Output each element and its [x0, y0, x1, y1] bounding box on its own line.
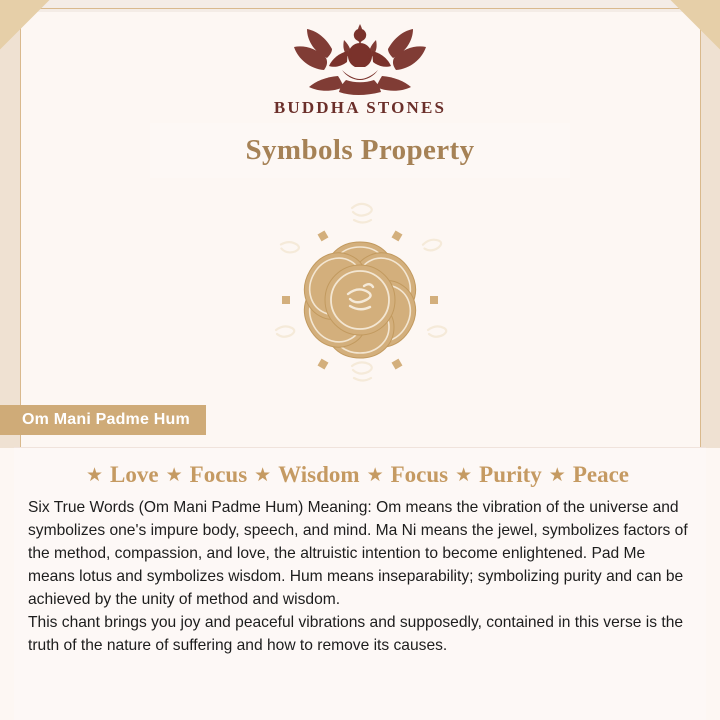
page-title [150, 123, 570, 178]
keyword-item: Love [110, 462, 159, 487]
description-panel [14, 447, 706, 720]
tag-label: Om Mani Padme Hum [22, 411, 190, 428]
keyword-item: Focus [390, 462, 449, 487]
star-icon: ★ [165, 464, 183, 486]
keyword-item: Wisdom [278, 462, 360, 487]
brand-logo [0, 18, 720, 118]
om-mani-padme-hum-lotus-mandala-icon [240, 188, 480, 413]
keyword-item: Focus [189, 462, 248, 487]
top-band [0, 0, 720, 12]
lotus-meditation-icon [282, 18, 438, 96]
star-icon: ★ [455, 464, 473, 486]
description-paragraph-2: This chant brings you joy and peaceful vibrations and supposedly, contained in this verse is the truth of the nature of suffering and how to remove its causes. [28, 614, 684, 655]
star-icon: ★ [254, 464, 272, 486]
page-title-text: Symbols Property [245, 134, 475, 166]
keyword-list [14, 448, 706, 488]
description-paragraph-1: Six True Words (Om Mani Padme Hum) Meaning: Om means the vibration of the universe and symbolizes one's impure body, speech, and mind. Ma Ni means the jewel, symbolizes factors of the method, compassion, and love, the altruistic intention to become enlightened. Pad Me means lotus and symbolizes wisdom. Hum means inseparability; symbolizing purity and can be achieved by the unity of method and wisdom. [28, 499, 688, 609]
star-icon: ★ [85, 464, 104, 486]
description-text [14, 488, 706, 658]
mandala-illustration [0, 185, 720, 415]
brand-name: BUDDHA STONES [273, 98, 447, 117]
keyword-item: Peace [572, 462, 630, 487]
frame-top-line [20, 8, 700, 9]
status-badge [0, 405, 206, 435]
keyword-item: Purity [479, 462, 542, 487]
star-icon: ★ [548, 464, 566, 486]
star-icon: ★ [366, 464, 384, 486]
